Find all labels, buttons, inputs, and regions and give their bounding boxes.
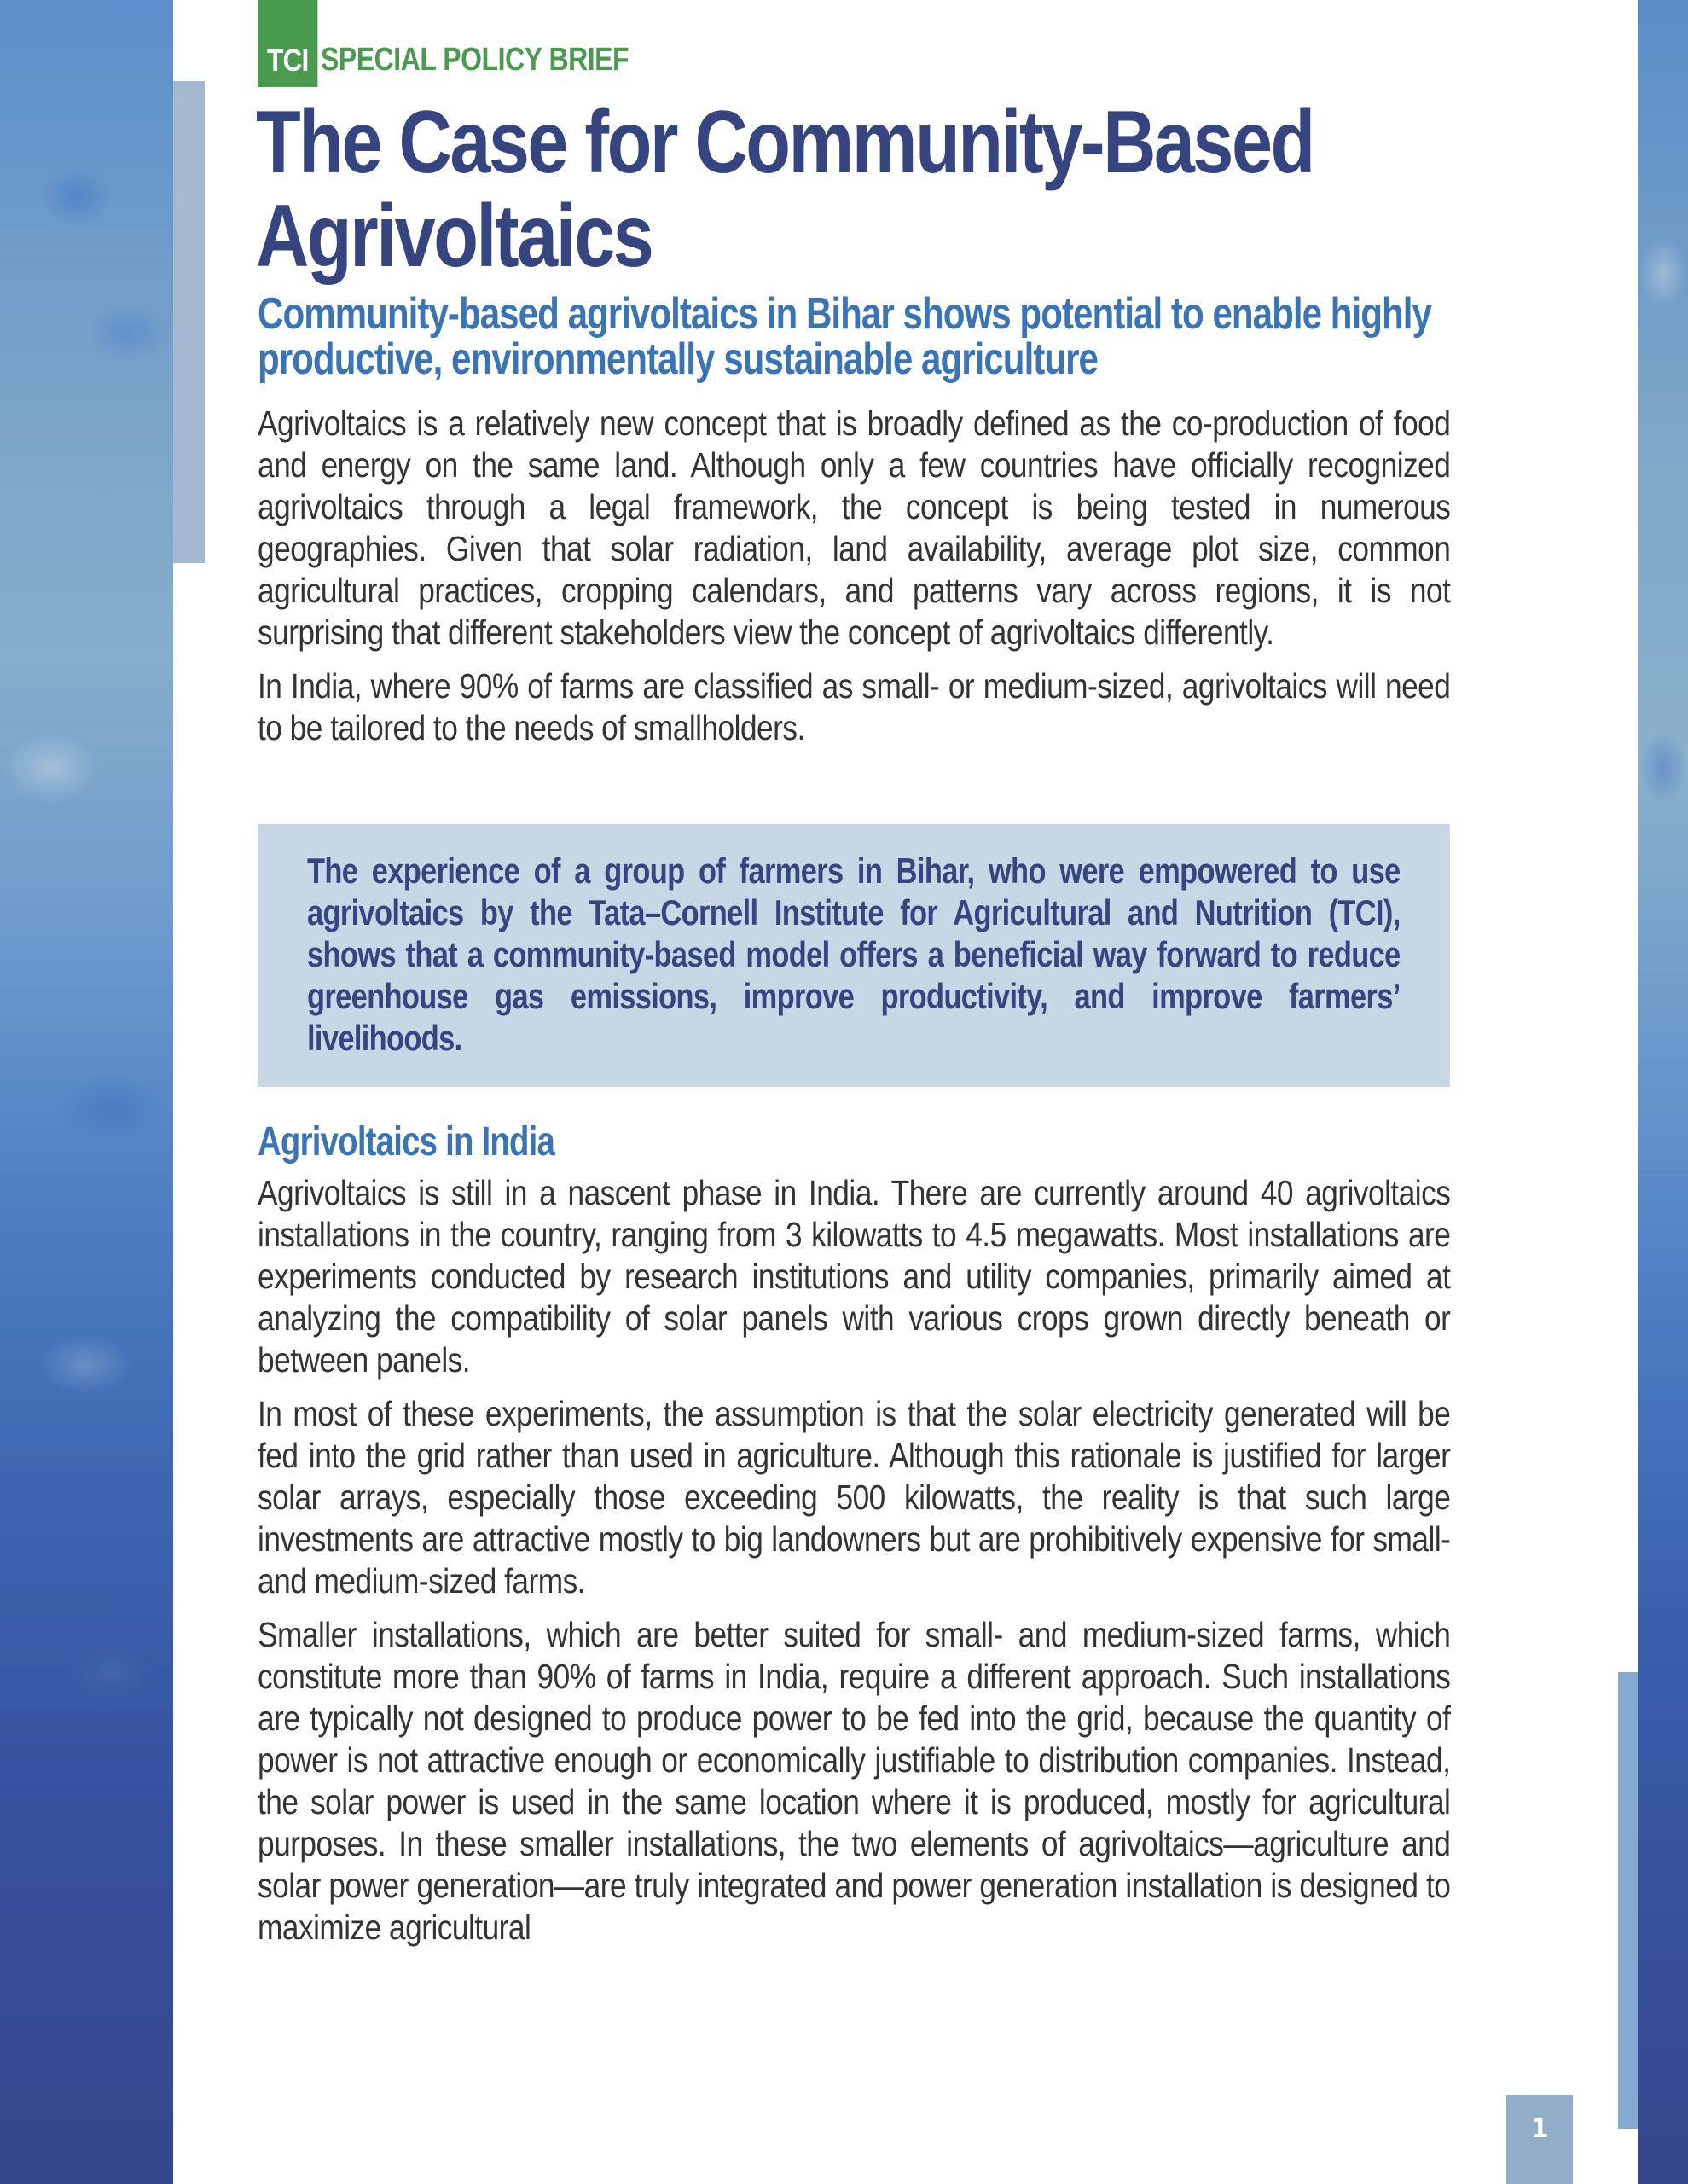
brand-label: SPECIAL POLICY BRIEF bbox=[321, 42, 629, 78]
section-paragraph: Agrivoltaics is still in a nascent phase in India. There are currently around 40 agrivoltaics installations in the country, ranging from 3 kilowatts to 4.5 megawatts. Most installations are experiments conducted by research institutions and utility companies, primarily aimed at analyzing the compatibility of solar panels with various crops grown directly beneath or between panels. bbox=[258, 1173, 1451, 1380]
left-background-image bbox=[0, 0, 173, 2184]
intro-section bbox=[258, 403, 1450, 761]
right-background-image bbox=[1638, 0, 1688, 2184]
intro-paragraph: Agrivoltaics is a relatively new concept that is broadly defined as the co-production of food and energy on the same land. Although only a few countries have officially recognized agrivoltaics through a legal framework, the concept is being tested in numerous geographies. Given that solar radiation, land availability, average plot size, common agricultural practices, cropping calendars, and patterns vary across regions, it is not surprising that different stakeholders view the concept of agrivoltaics differently. bbox=[258, 404, 1451, 652]
callout-box bbox=[258, 824, 1450, 1087]
brand-header bbox=[258, 0, 687, 87]
page-subtitle: Community-based agrivoltaics in Bihar shows potential to enable highly productive, environmentally sustainable agriculture bbox=[258, 289, 1431, 384]
section-agrivoltaics-in-india bbox=[258, 1118, 1450, 1960]
page-number: 1 bbox=[1506, 2095, 1573, 2184]
tci-logo-tag: TCI bbox=[258, 0, 317, 87]
callout-text: The experience of a group of farmers in Bihar, who were empowered to use agrivoltaics by the Tata–Cornell Institute for Agricultural and Nutrition (TCI), shows that a community-based model offers a beneficial way forward to reduce greenhouse gas emissions, improve productivity, and improve farmers’ livelihoods. bbox=[307, 851, 1401, 1058]
section-paragraph: In most of these experiments, the assumption is that the solar electricity generated will be fed into the grid rather than used in agriculture. Although this rationale is justified for larger solar arrays, especially those exceeding 500 kilowatts, the reality is that such large investments are attractive mostly to big landowners but are prohibitively expensive for small- and medium-sized farms. bbox=[258, 1394, 1451, 1600]
right-accent-bar bbox=[1618, 1672, 1638, 2129]
page-title: The Case for Community-Based Agrivoltaics bbox=[256, 93, 1314, 286]
section-paragraph: Smaller installations, which are better suited for small- and medium-sized farms, which constitute more than 90% of farms in India, require a different approach. Such installations are typically not designed to produce power to be fed into the grid, because the quantity of power is not attractive enough or economically justifiable to distribution companies. Instead, the solar power is used in the same location where it is produced, mostly for agricultural purposes. In these smaller installations, the two elements of agrivoltaics—agriculture and solar power generation—are truly integrated and power generation installation is designed to maximize agricultural bbox=[258, 1615, 1451, 1947]
left-accent-bar bbox=[173, 81, 205, 563]
intro-paragraph: In India, where 90% of farms are classified as small- or medium-sized, agrivoltaics will need to be tailored to the needs of smallholders. bbox=[258, 666, 1451, 747]
section-heading: Agrivoltaics in India bbox=[258, 1119, 555, 1165]
